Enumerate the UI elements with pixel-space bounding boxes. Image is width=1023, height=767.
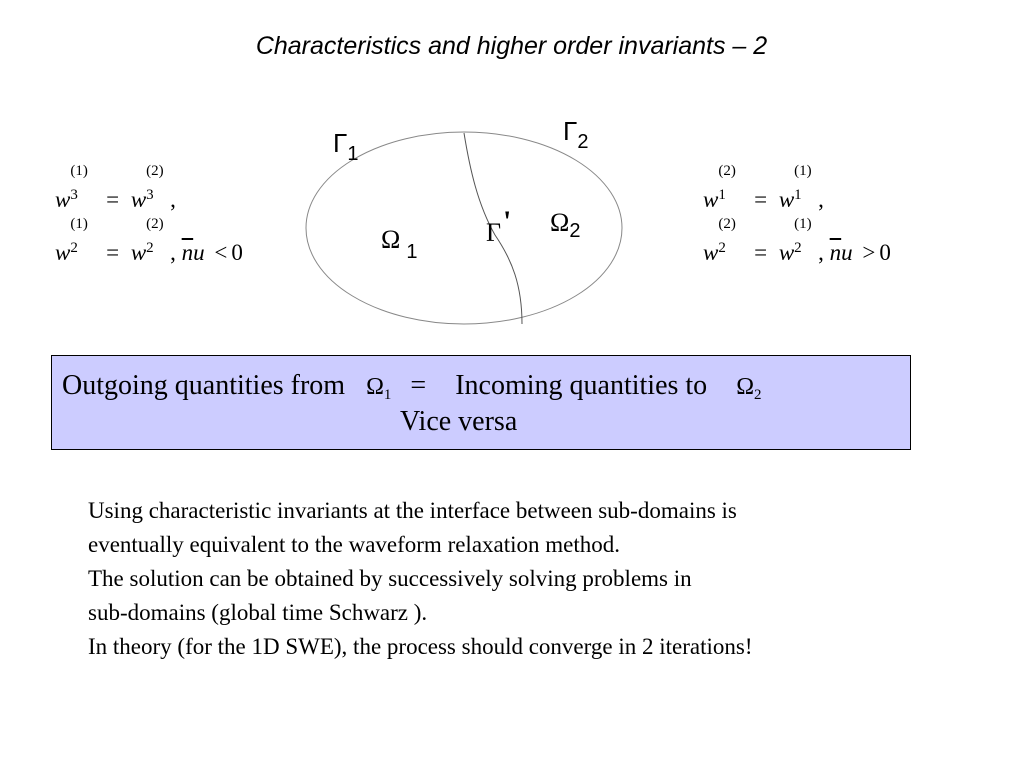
- body-line: In theory (for the 1D SWE), the process should converge in 2 iterations!: [88, 634, 753, 659]
- body-line: eventually equivalent to the waveform relaxation method.: [88, 532, 621, 557]
- omega-1-label: Ω $_1$: [381, 225, 418, 263]
- gamma-interface-label: Γ': [486, 205, 512, 247]
- highlight-line-2: Vice versa: [400, 406, 518, 437]
- body-paragraph: [88, 494, 968, 664]
- body-line: Using characteristic invariants at the interface between sub-domains is: [88, 498, 737, 523]
- omega-2-symbol: $\Omega_2$: [736, 374, 762, 403]
- right-condition-1: w (2) 1 = w (1) 1 ,: [703, 163, 824, 212]
- right-condition-2: w (2) 2 = w (1) 2 , $\overline{n}u > 0$: [703, 216, 891, 265]
- omega-1-symbol: $\Omega_1$: [366, 374, 392, 403]
- gamma-1-label: $\Gamma_1$: [333, 128, 359, 165]
- body-line: The solution can be obtained by successively solving problems in: [88, 566, 692, 591]
- slide-title: Characteristics and higher order invariants – 2: [255, 32, 768, 60]
- highlight-box: [51, 355, 911, 450]
- left-condition-1: w (1) 3 = w (2) 3 ,: [55, 163, 176, 212]
- highlight-line-1: Outgoing quantities from $\Omega_1$ = Incoming quantities to $\Omega_2$: [62, 370, 762, 403]
- body-line: sub-domains (global time Schwarz ).: [88, 600, 428, 625]
- omega-2-label: $\Omega_2$: [550, 208, 581, 242]
- gamma-2-label: $\Gamma_2$: [563, 116, 589, 153]
- left-condition-2: w (1) 2 = w (2) 2 , $\overline{n}u < 0$: [55, 216, 243, 265]
